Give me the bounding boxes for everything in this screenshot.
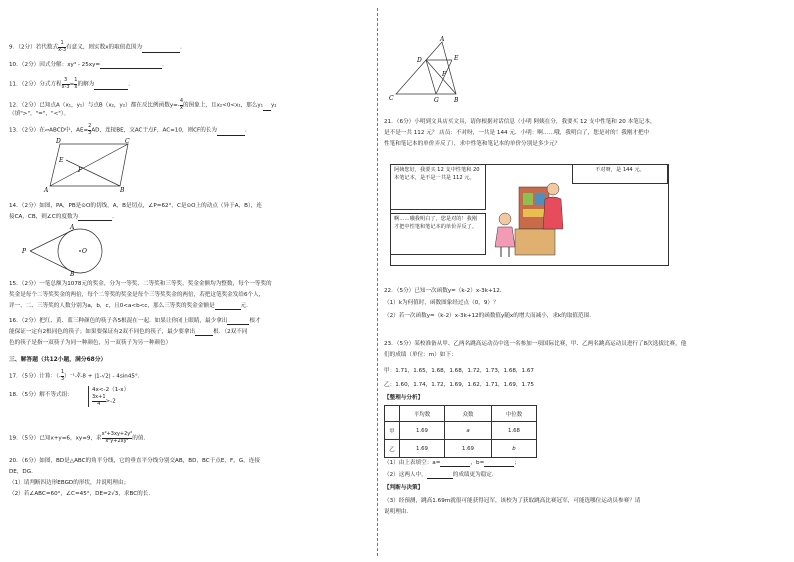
table-row: 乙 1.69 1.69 b (385, 440, 537, 458)
speech-bubble-clerk: 不对呀，是 144 元。 (572, 164, 668, 184)
question-21-line2: 是不是一共 112 元？ 店员：不对呀，一共是 144 元．小明：啊……哦，我明白了，您是对的！我刚才把中 (384, 130, 650, 136)
question-16: 16．（2分）把红、黄、蓝三种颜色的筷子各5根混在一起．如果让你闭上眼睛，最少拿出 根才 (9, 318, 261, 324)
question-20-line2: DE，DG． (9, 469, 37, 475)
table-header-row (385, 406, 537, 422)
question-16-line3: 色的筷子是指一双筷子为同一种颜色，另一双筷子为另一种颜色） (9, 340, 172, 346)
q10-blank[interactable] (100, 62, 162, 69)
speech-bubble-xiaoming-2: 啊……哦我明白了，您是对的！我刚才把中性笔和笔记本的单价弄反了。 (390, 213, 486, 255)
question-23-line2: 们的成绩（单位：m）如下： (384, 352, 457, 358)
circle-tangent-figure (18, 224, 118, 276)
shop-illustration (491, 169, 569, 261)
segment-dg (426, 60, 436, 94)
label-D: D (417, 57, 422, 64)
parallelogram-figure (40, 136, 130, 194)
question-23: 23．（5分）某校准备从甲、乙两名跳高运动员中选一名参加一项国际比赛，甲、乙两名跳高运动员进行了8次选拔比赛，他 (384, 341, 687, 347)
label-C: C (389, 95, 394, 102)
center-point (79, 250, 81, 252)
label-G: G (434, 97, 439, 104)
col-header-median: 中位数 (492, 406, 537, 422)
question-21: 21．（6分）小明到文具店买文具，请你根据对话信息（小明 阿姨在分，我要买 12 支中性笔和 20 本笔记本， (384, 119, 656, 125)
question-23-part1: （1）由上表填空：a= ，b= ； (384, 460, 520, 466)
question-22-line2: （1）k为何值时，函数图象经过点（0，9）？ (384, 300, 499, 306)
question-23-part2: （2）这两人中， 的成绩更为稳定． (384, 472, 498, 478)
question-15-line2: 奖金是每个二等奖奖金的两倍，每个二等奖的奖金是每个三等奖奖金的两倍，若把这笔奖金发给6个人， (9, 292, 265, 298)
q9-text: 9．（2分）若代数式 (9, 44, 59, 51)
child-head (499, 213, 511, 225)
question-14-line2: 接CA，CB，则∠C的度数为 ． (9, 214, 118, 220)
q9-blank[interactable] (142, 46, 180, 53)
q12-blank[interactable] (263, 104, 271, 111)
label-O: O (82, 248, 87, 255)
col-header-mean: 平均数 (400, 406, 445, 422)
question-23-part3-line2: 说明理由． (384, 509, 412, 515)
label-B: B (70, 271, 75, 276)
clerk-head (547, 183, 559, 195)
label-B: B (120, 187, 125, 194)
q9-text-end: 有意义，则实数x的取值范围为 (66, 44, 143, 51)
q9-fraction: $\frac{1}{x-3}$ (58, 40, 67, 53)
organize-heading: 【整理与分析】 (384, 395, 424, 401)
q13-blank[interactable] (217, 129, 245, 136)
label-P: P (22, 248, 27, 255)
label-F: F (442, 71, 447, 78)
column-divider (377, 8, 378, 556)
question-12-line2: （填">"，"="，"<"）。 (9, 111, 70, 117)
section-3-heading: 三、解答题（共12小题，满分68分） (9, 357, 107, 363)
question-15-line3: 评一、二、三等奖的人数分别为a，b，c，且0<a<b<c，那么三等奖的奖金金额是 元． (9, 303, 252, 309)
judge-heading: 【判断与决策】 (384, 485, 424, 491)
question-20: 20．（6分）如图，BD是△ABC的角平分线，它的垂直平分线分别交AB，BD，BC于点E，F，G，连接 (9, 458, 260, 464)
label-A: A (440, 36, 445, 43)
q16-blank-1[interactable] (227, 318, 249, 325)
q23-blank-b[interactable] (484, 460, 514, 467)
counter (515, 229, 555, 255)
q11-blank[interactable] (94, 83, 128, 90)
question-14: 14．（2分）如图，PA，PB是⊙O的切线，A，B是切点，∠P=62°，C是⊙O上的动点（异于A，B），连 (9, 203, 262, 209)
label-D: D (56, 138, 61, 145)
question-10: 10．（2分）因式分解：xy³ - 25xy= ． (9, 62, 168, 68)
q16-blank-2[interactable] (195, 329, 213, 336)
label-A: A (44, 187, 49, 194)
question-21-line3: 性笔和笔记本的单价弄反了），求中性笔和笔记本的单价分别是多少元？ (384, 141, 561, 147)
question-19: 19．（5分）已知x+y=6，xy=9，求 $\frac{\text{x²+3xy+2y²}}{\text{x²y+2xy²}}$ 的值． (9, 431, 150, 444)
speech-bubble-xiaoming: 阿姨您好，我要买 12 支中性笔和 20 本笔记本，是不是一共是 112 元。 (390, 164, 486, 210)
tangent-pb (30, 251, 73, 272)
triangle-abc (396, 42, 456, 94)
question-23-part3: （3）经预测，跳高1.69m就很可能获得冠军，该校为了获取跳高比赛冠军，可能选哪位运动员参赛？请 (384, 498, 641, 504)
shelf-item (535, 193, 545, 205)
question-11: 11．（2分）分式方程 $\frac{3}{x-3}$ = $\frac{1}{x}$ 的解为 ． (9, 77, 134, 90)
question-12: 12．（2分）已知点A（x₁，y₁）与点B（x₂，y₂）都在反比例函数y=- $\frac{4}{x}$ 的图象上，且x₂<0<x₁，那么y₁ y₂ (9, 98, 277, 111)
question-20-line3: （1）请判断四边形EBGD的形状，并说明理由； (9, 480, 130, 486)
question-20-line4: （2）若∠ABC=60°，∠C=45°，DE=2√3，求BC的长． (9, 491, 154, 497)
label-C: C (125, 138, 130, 145)
clerk-body (543, 197, 563, 229)
diagonal-ac (50, 144, 128, 186)
col-header-mode: 众数 (445, 406, 492, 422)
shelf-item (523, 193, 533, 205)
q23-blank-c[interactable] (427, 472, 453, 479)
q14-blank[interactable] (78, 214, 112, 221)
question-16-line2: 能保证一定有2根同色的筷子；如果要保证有2双不同色的筷子，最少要拿出 根．（2双不同 (9, 329, 248, 335)
question-17: 17．（5分）计算：（- $\frac{1}{3}$ ）⁻¹-∛-8 + |1-√2| - 4sin45°． (9, 369, 144, 382)
label-A: A (70, 224, 75, 231)
question-15: 15．（2分）一笔总额为1078元的奖金，分为一等奖、二等奖和三等奖，奖金金额均为整数，每个一等奖的 (9, 281, 272, 287)
child-body (495, 227, 515, 247)
label-B: B (454, 97, 459, 104)
triangle-figure (384, 36, 460, 106)
shelf-item (523, 209, 545, 217)
jia-scores: 甲：1.71，1.65，1.68，1.68，1.72，1.73，1.68，1.67 (384, 368, 534, 374)
q15-blank[interactable] (215, 303, 241, 310)
label-F: F (78, 167, 83, 174)
question-9: 9．（2分）若代数式 $\frac{1}{x-3}$ 有意义，则实数x的取值范围为 ． (9, 40, 186, 53)
question-13: 13．（2分）在▱ABCD中，AE= $\frac{2}{3}$ AD，连接BE，交AC于点F，AC=10，则CF的长为 ． (9, 123, 251, 136)
question-22: 22．（5分）已知一次函数y=（k-2）x-3k+12． (384, 288, 506, 294)
table-row: 甲 1.69 a 1.68 (385, 422, 537, 440)
question-18: 18．（5分）解不等式组： (9, 392, 73, 398)
tangent-pa (30, 230, 73, 251)
question-22-line3: （2）若一次函数y=（k-2）x-3k+12的函数值y随x的增大而减小，求k的取值范围． (384, 313, 595, 319)
q18-system: 4x<-2（1-x） $\frac{3x+1}{4}$ >-2 (88, 386, 129, 407)
dialogue-box (390, 164, 669, 266)
stats-table (384, 405, 537, 458)
label-E: E (59, 157, 64, 164)
label-E: E (454, 55, 459, 62)
q23-blank-a[interactable] (440, 460, 470, 467)
yi-scores: 乙：1.60，1.74，1.72，1.69，1.62，1.71，1.69，1.75 (384, 382, 534, 388)
